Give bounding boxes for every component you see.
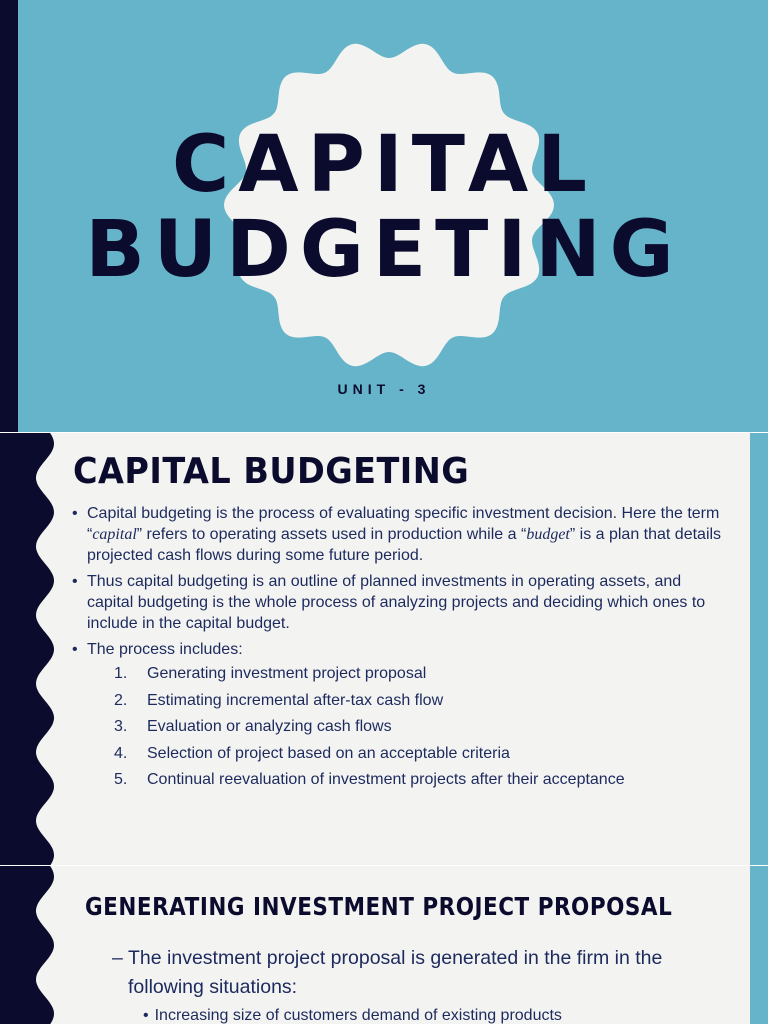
process-step — [87, 743, 730, 764]
bullet-dot: • — [72, 573, 78, 590]
content-slide-capital-budgeting — [0, 433, 768, 865]
step-text: Generating investment project proposal — [147, 665, 427, 682]
bullet-text-part2: ” refers to operating assets used in production while a “ — [136, 526, 527, 543]
step-number: 2. — [114, 691, 128, 709]
bullet-outline — [70, 571, 730, 634]
bullet-text: The process includes: — [87, 641, 243, 658]
step-text: Selection of project based on an acceptable criteria — [147, 744, 510, 762]
step-text: Continual reevaluation of investment projects after their acceptance — [147, 771, 625, 788]
sub-bullet-text: Increasing size of customers demand of existing products — [154, 1007, 562, 1024]
process-steps-list — [87, 663, 730, 790]
budget-term: budget — [526, 526, 570, 543]
process-step — [87, 663, 730, 684]
step-text: Evaluation or analyzing cash flows — [147, 718, 392, 735]
bullet-definition — [70, 503, 730, 566]
title-slide — [0, 0, 768, 432]
bullet-process — [70, 639, 730, 790]
capital-term: capital — [92, 526, 137, 543]
subtitle: UNIT - 3 — [337, 381, 431, 397]
bullet-dot: • — [72, 641, 78, 658]
bullet-text-part3: ” is a plan that details projected cash flows during some future period. — [87, 526, 722, 564]
title-line-1: CAPITAL — [171, 120, 597, 210]
step-number: 4. — [114, 744, 128, 762]
step-number: 1. — [114, 665, 128, 682]
title-line-2: BUDGETING — [85, 205, 683, 295]
wavy-left-border — [0, 433, 60, 865]
bullet-text: Thus capital budgeting is an outline of planned investments in operating assets, and capital budgeting is the whole process of analyzing projects and deciding which ones to include in the capital budget. — [87, 573, 706, 632]
dash-mark: – — [112, 947, 123, 969]
dash-item-text: The investment project proposal is generated in the firm in the following situations: — [128, 947, 663, 998]
slide-heading: CAPITAL BUDGETING — [73, 451, 470, 492]
process-step — [87, 769, 730, 790]
dash-item — [112, 944, 722, 1002]
step-number: 5. — [114, 771, 128, 788]
bullet-dot: • — [72, 505, 78, 522]
content-slide-project-proposal — [0, 866, 768, 1024]
step-text: Estimating incremental after-tax cash flow — [147, 691, 444, 709]
right-accent-bar — [750, 866, 768, 1024]
bullet-dot: • — [143, 1007, 149, 1024]
bullet-text-part1: Capital budgeting is the process of evaluating specific investment decision. Here the term “ — [87, 505, 720, 543]
sub-bullet — [143, 1007, 562, 1024]
slide-heading: GENERATING INVESTMENT PROJECT PROPOSAL — [85, 892, 673, 921]
process-step — [87, 690, 730, 711]
slide-body — [70, 503, 730, 796]
step-number: 3. — [114, 718, 128, 735]
wavy-left-border — [0, 866, 60, 1024]
right-accent-bar — [750, 433, 768, 865]
process-step — [87, 716, 730, 737]
